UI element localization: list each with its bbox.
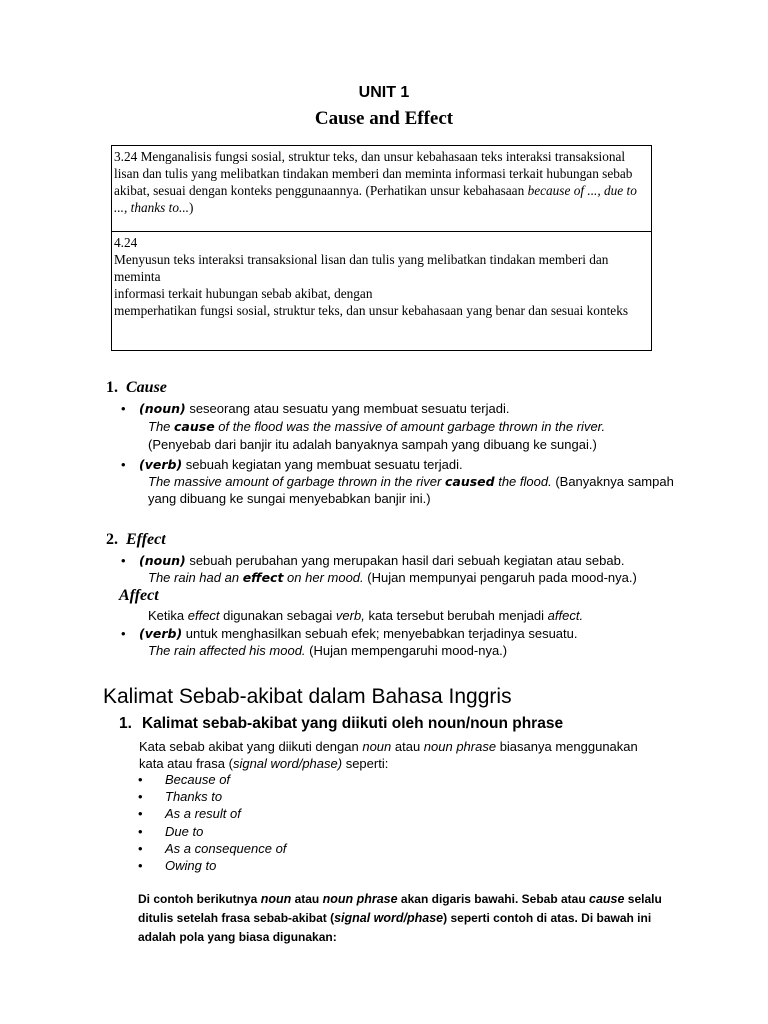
- signal-word-list: [165, 771, 286, 874]
- affect-note: [148, 607, 583, 624]
- affect-heading: Affect: [119, 587, 159, 604]
- pos-tag: (verb): [139, 626, 183, 641]
- note-italic: verb,: [335, 608, 365, 623]
- intro-text: kata atau frasa (: [139, 756, 233, 771]
- list-item: • Due to: [165, 823, 286, 840]
- closing-keyword: cause: [589, 892, 625, 906]
- intro-italic: noun phrase: [423, 739, 497, 754]
- closing-keyword: noun: [260, 892, 292, 906]
- subsection-number: 1.: [119, 715, 132, 732]
- cause-heading-text: Cause: [126, 379, 167, 396]
- closing-text: akan digaris bawahi. Sebab atau: [397, 892, 589, 906]
- intro-text: atau: [391, 739, 424, 754]
- example-translation: (Hujan mempunyai pengaruh pada mood-nya.): [363, 570, 637, 585]
- closing-line: [138, 890, 698, 909]
- competency-line: memperhatikan fungsi sosial, struktur teks, dan unsur kebahasaan yang benar dan sesuai konteks: [114, 303, 629, 318]
- example-keyword: cause: [174, 419, 215, 434]
- cause-verb-definition: [139, 456, 463, 473]
- competency-line: informasi terkait hubungan sebab akibat, dengan: [114, 286, 373, 301]
- effect-heading: [106, 531, 166, 549]
- effect-example: [148, 569, 637, 586]
- note-italic: effect: [187, 608, 220, 623]
- competency-close-paren: ): [188, 200, 194, 215]
- effect-noun-definition: [139, 552, 624, 569]
- closing-paragraph: [138, 890, 698, 947]
- intro-text: Kata sebab akibat yang diikuti dengan: [139, 739, 363, 754]
- definition-text: untuk menghasilkan sebuah efek; menyebabkan terjadinya sesuatu.: [182, 626, 578, 641]
- cause-number: 1.: [106, 379, 118, 396]
- pos-tag: (verb): [139, 457, 183, 472]
- list-item: • Thanks to: [165, 788, 286, 805]
- list-item: • As a consequence of: [165, 840, 286, 857]
- cause-noun-definition: [139, 400, 509, 417]
- closing-line: adalah pola yang biasa digunakan:: [138, 930, 337, 944]
- note-text: Ketika: [148, 608, 188, 623]
- example-text: on her mood.: [283, 570, 364, 585]
- example-text: The massive amount of garbage thrown in the river: [148, 474, 445, 489]
- competency-row-4-24: [112, 232, 651, 319]
- competency-line: Menyusun teks interaksi transaksional lisan dan tulis yang melibatkan tindakan memberi dan meminta: [114, 252, 609, 284]
- note-text: kata tersebut berubah menjadi: [364, 608, 548, 623]
- cause-example-2: [148, 473, 693, 507]
- definition-text: sebuah perubahan yang merupakan hasil dari sebuah kegiatan atau sebab.: [185, 553, 625, 568]
- unit-label: UNIT 1: [358, 84, 410, 101]
- cause-example-1-translation: (Penyebab dari banjir itu adalah banyaknya sampah yang dibuang ke sungai.): [148, 437, 597, 452]
- closing-line: [138, 909, 698, 928]
- competency-italic-phrases: because of ..., due to ..., thanks to...: [114, 183, 637, 215]
- example-text: of the flood was the massive of amount garbage thrown in the river.: [214, 419, 606, 434]
- competency-text: 3.24 Menganalisis fungsi sosial, struktur teks, dan unsur kebahasaan teks interaksi transaksional lisan dan tulis yang melibatkan tindakan memberi dan meminta informasi terkait hubungan sebab akibat, sesuai dengan konteks penggunaannya. (Perhatikan unsur kebahasaan: [114, 149, 633, 198]
- example-text: The: [148, 419, 175, 434]
- cause-heading: [106, 379, 167, 397]
- competency-row-3-24: [112, 146, 651, 232]
- closing-text: atau: [291, 892, 323, 906]
- closing-text: Di contoh berikutnya: [138, 892, 261, 906]
- list-item: • Owing to: [165, 857, 286, 874]
- closing-keyword: signal word/phase: [334, 911, 444, 925]
- pos-tag: (noun): [139, 553, 186, 568]
- intro-text: biasanya menggunakan: [496, 739, 638, 754]
- intro-paragraph-line-1: [139, 738, 638, 755]
- intro-italic: signal word/phase): [232, 756, 343, 771]
- intro-text: seperti:: [342, 756, 389, 771]
- page-title: Cause and Effect: [314, 108, 454, 129]
- example-translation: (Banyaknya sampah yang dibuang ke sungai menyebabkan banjir ini.): [148, 474, 674, 506]
- example-text: The rain had an: [148, 570, 243, 585]
- list-item: • Because of: [165, 771, 286, 788]
- intro-italic: noun: [362, 739, 392, 754]
- example-text: the flood.: [494, 474, 552, 489]
- affect-example: [148, 642, 507, 659]
- list-item: • As a result of: [165, 805, 286, 822]
- example-translation: (Hujan mempengaruhi mood-nya.): [305, 643, 508, 658]
- cause-example-1: [148, 418, 605, 435]
- closing-text: ) seperti contoh di atas. Di bawah ini: [443, 911, 652, 925]
- competency-table: [111, 145, 652, 351]
- competency-line: 4.24: [114, 235, 138, 250]
- definition-text: sebuah kegiatan yang membuat sesuatu terjadi.: [182, 457, 463, 472]
- example-keyword: caused: [444, 474, 495, 489]
- example-text: The rain affected his mood.: [148, 643, 306, 658]
- affect-verb-definition: [139, 625, 578, 642]
- pos-tag: (noun): [139, 401, 186, 416]
- closing-text: ditulis setelah frasa sebab-akibat (: [138, 911, 335, 925]
- effect-number: 2.: [106, 531, 118, 548]
- effect-heading-text: Effect: [126, 531, 166, 548]
- note-text: digunakan sebagai: [219, 608, 336, 623]
- definition-text: seseorang atau sesuatu yang membuat sesuatu terjadi.: [185, 401, 510, 416]
- note-italic: affect.: [547, 608, 584, 623]
- subsection-heading-text: Kalimat sebab-akibat yang diikuti oleh noun/noun phrase: [141, 715, 564, 732]
- example-keyword: effect: [242, 570, 284, 585]
- intro-paragraph-line-2: [139, 755, 388, 772]
- subsection-heading: [119, 715, 563, 733]
- closing-keyword: noun phrase: [322, 892, 398, 906]
- closing-text: selalu: [624, 892, 662, 906]
- section-heading: Kalimat Sebab-akibat dalam Bahasa Inggris: [103, 685, 512, 708]
